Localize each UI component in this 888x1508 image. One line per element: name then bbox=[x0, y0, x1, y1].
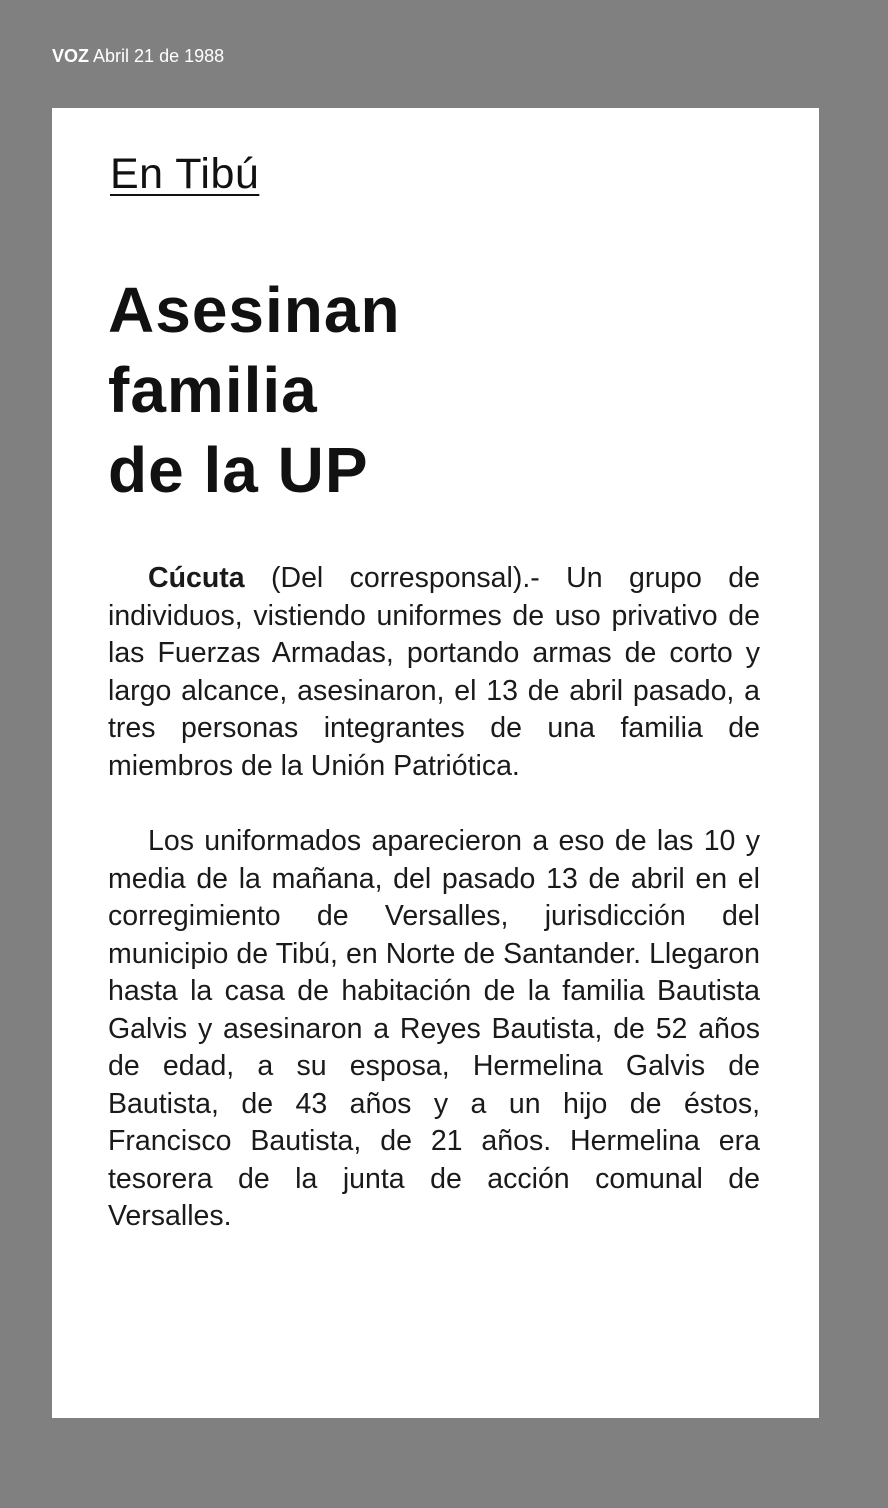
dateline: Cúcuta bbox=[148, 562, 245, 594]
publication-date: Abril 21 de 1988 bbox=[93, 46, 225, 66]
publication-name: VOZ bbox=[52, 46, 90, 66]
paragraph-text: (Del corresponsal).- Un grupo de individuos, vistiendo uniformes de uso privativo de las Fuerzas Armadas, portando armas de corto y largo alcance, asesinaron, el 13 de abril pasado, a tres personas integrantes de una familia de miembros de la Unión Patriótica. bbox=[108, 562, 760, 782]
headline-line: Asesinan bbox=[108, 274, 401, 346]
source-line bbox=[52, 46, 224, 67]
headline-line: familia bbox=[108, 354, 318, 426]
article-paragraph: Los uniformados aparecieron a eso de las 10 y media de la mañana, del pasado 13 de abril en el corregimiento de Versalles, jurisdicción del municipio de Tibú, en Norte de Santander. Llegaron hasta la casa de habitación de la familia Bautista Galvis y asesinaron a Reyes Bautista, de 52 años de edad, a su esposa, Hermelina Galvis de Bautista, de 43 años y a un hijo de éstos, Francisco Bautista, de 21 años. Hermelina era tesorera de la junta de acción comunal de Versalles. bbox=[108, 825, 760, 1232]
headline-line: de la UP bbox=[108, 434, 369, 506]
article-headline bbox=[108, 270, 401, 510]
article-paragraph bbox=[108, 560, 760, 785]
article-kicker: En Tibú bbox=[110, 150, 260, 198]
newspaper-clipping bbox=[52, 108, 819, 1418]
article-body bbox=[108, 560, 760, 1236]
